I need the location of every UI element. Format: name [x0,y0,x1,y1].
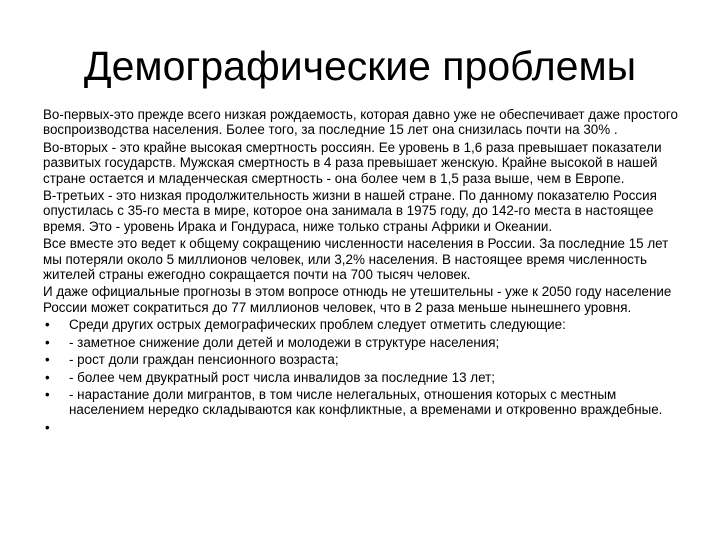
bullet-list [43,317,679,435]
bullet-item [43,370,679,385]
bullet-text: - более чем двукратный рост числа инвалидов за последние 13 лет; [69,369,495,385]
paragraph-third: В-третьих - это низкая продолжительность жизни в нашей стране. По данному показателю Россия опустилась с 35-го места в мире, которое она занимала в 1975 году, до 142-го места в настоящее время. Это - уровень Ирака и Гондураса, ниже только страны Африки и Океании. [43,188,657,234]
bullet-item [43,352,679,367]
bullet-text: - рост доли граждан пенсионного возраста; [69,352,339,368]
paragraph-summary: Все вместе это ведет к общему сокращению численности населения в России. За последние 15 лет мы потеряли около 5 миллионов человек, или 3,2% населения. В настоящее время численность жителей страны ежегодно сокращается почти на 700 тысяч человек. [43,236,669,283]
bullet-text: Среди других острых демографических проблем следует отметить следующие: [69,317,566,333]
bullet-item [43,317,679,332]
bullet-text: - нарастание доли мигрантов, в том числе нелегальных, отношения которых с местным населением нередко складываются как конфликтные, а временами и откровенно враждебные. [69,386,663,418]
bullet-dot: • [45,352,50,368]
bullet-item [43,387,679,418]
paragraph-second: Во-вторых - это крайне высокая смертность россиян. Ее уровень в 1,6 раза превышает показатели развитых государств. Мужская смертность в 4 раза превышает женскую. Крайне высокой в нашей стране остается и младенческая смертность - она более чем в 1,5 раза выше, чем в Европе. [43,139,662,186]
paragraph-forecast: И даже официальные прогнозы в этом вопросе отнюдь не утешительны - уже к 2050 году население России может сократиться до 77 миллионов человек, что в 2 раза меньше нынешнего уровня. [43,284,672,315]
bullet-text: - заметное снижение доли детей и молодежи в структуре населения; [69,334,500,350]
paragraph-first: Во-первых-это прежде всего низкая рождаемость, которая давно уже не обеспечивает даже простого воспроизводства населения. Более того, за последние 15 лет она снизилась почти на 30% . [43,107,678,138]
bullet-dot: • [45,419,50,435]
slide-title: Демографические проблемы [83,43,637,89]
bullet-item [43,335,679,350]
bullet-dot: • [45,334,50,350]
bullet-dot: • [45,317,50,333]
slide-body [43,107,679,435]
bullet-dot: • [45,386,50,402]
bullet-dot: • [45,369,50,385]
